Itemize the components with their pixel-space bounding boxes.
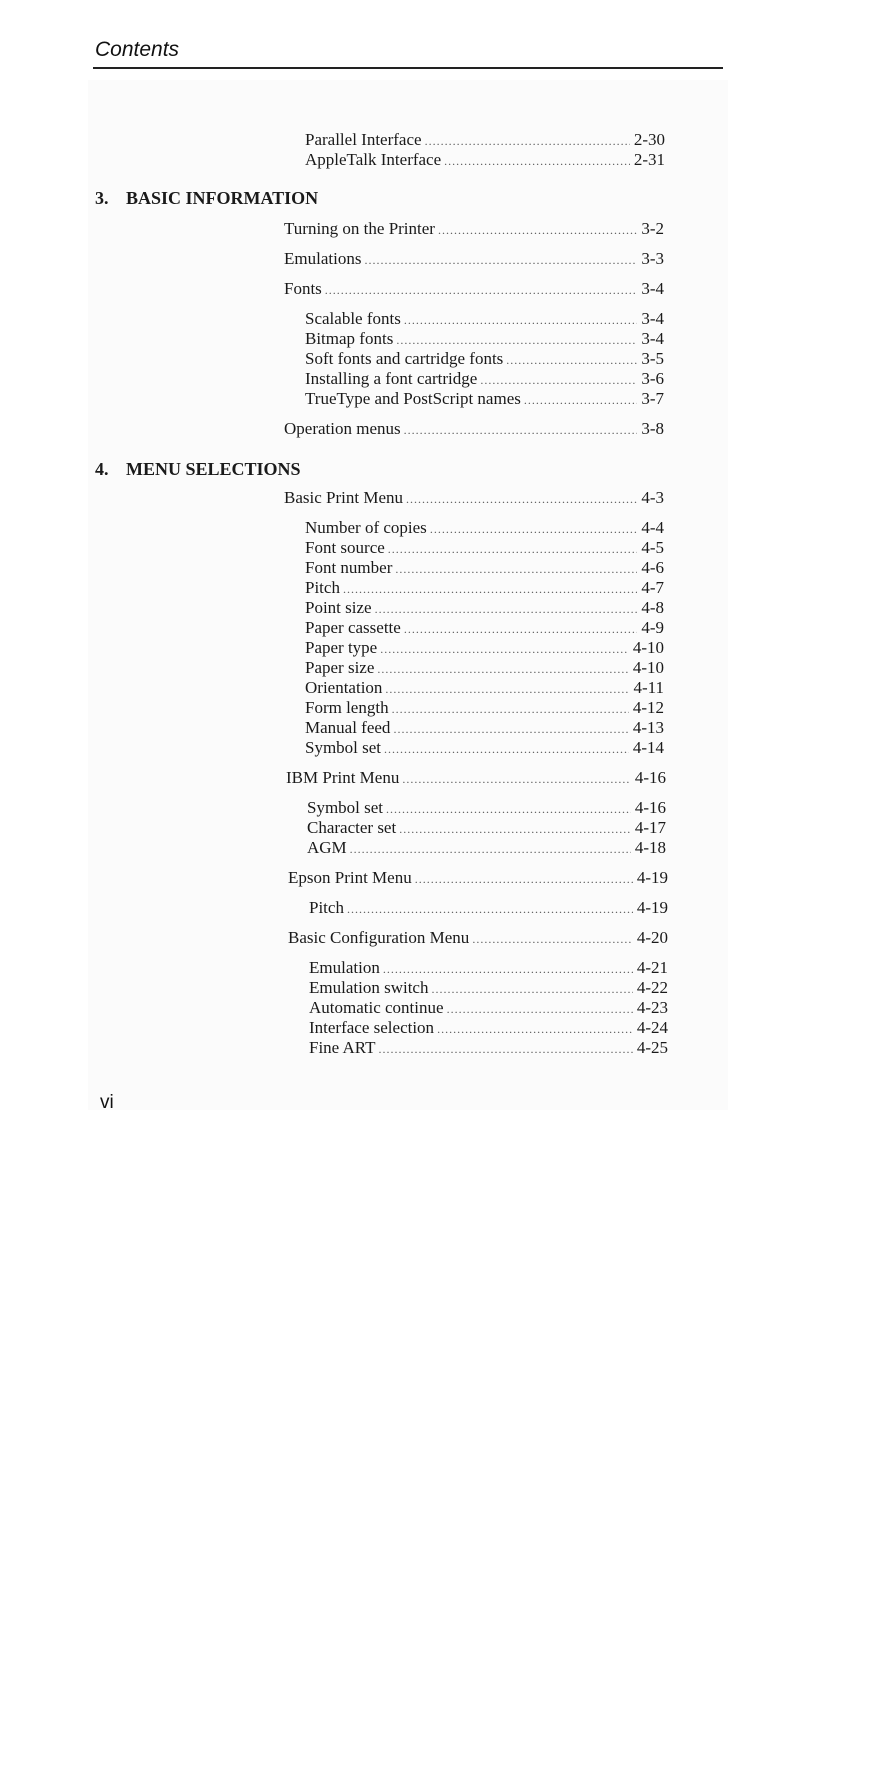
toc-entry: Epson Print Menu ..... 4-19 xyxy=(288,867,668,889)
toc-entry: Paper cassette ..... 4-9 xyxy=(305,617,664,639)
toc-entry: Pitch ..... 4-19 xyxy=(309,897,668,919)
toc-entry: Emulation ..... 4-21 xyxy=(309,957,668,979)
toc-entry-parallel-interface: Parallel Interface ..... 2-30 xyxy=(305,129,665,151)
toc-entry: Point size ..... 4-8 xyxy=(305,597,664,619)
toc-entry: Symbol set ..... 4-14 xyxy=(305,737,664,759)
toc-entry: Operation menus ..... 3-8 xyxy=(284,418,664,440)
toc-entry: Symbol set ..... 4-16 xyxy=(307,797,666,819)
section-heading-menu-selections: 4. MENU SELECTIONS xyxy=(95,459,301,479)
toc-entry: Emulation switch ..... 4-22 xyxy=(309,977,668,999)
toc-entry: Interface selection ..... 4-24 xyxy=(309,1017,668,1039)
toc-entry: Number of copies ..... 4-4 xyxy=(305,517,664,539)
toc-entry: Paper type ..... 4-10 xyxy=(305,637,664,659)
toc-entry: Character set ..... 4-17 xyxy=(307,817,666,839)
toc-entry: Basic Configuration Menu ..... 4-20 xyxy=(288,927,668,949)
toc-entry-appletalk-interface: AppleTalk Interface ..... 2-31 xyxy=(305,149,665,171)
toc-entry: Automatic continue ..... 4-23 xyxy=(309,997,668,1019)
toc-entry: Manual feed ..... 4-13 xyxy=(305,717,664,739)
header-rule xyxy=(93,67,723,69)
toc-entry: IBM Print Menu ..... 4-16 xyxy=(286,767,666,789)
toc-entry: TrueType and PostScript names ..... 3-7 xyxy=(305,388,664,410)
toc-entry: Soft fonts and cartridge fonts ..... 3-5 xyxy=(305,348,664,370)
toc-entry: Font source ..... 4-5 xyxy=(305,537,664,559)
toc-entry: Scalable fonts ..... 3-4 xyxy=(305,308,664,330)
toc-entry: Orientation ..... 4-11 xyxy=(305,677,664,699)
toc-entry: AGM ..... 4-18 xyxy=(307,837,666,859)
toc-entry: Basic Print Menu ..... 4-3 xyxy=(284,487,664,509)
toc-entry: Pitch ..... 4-7 xyxy=(305,577,664,599)
toc-entry: Paper size ..... 4-10 xyxy=(305,657,664,679)
toc-entry: Form length ..... 4-12 xyxy=(305,697,664,719)
toc-entry: Fonts ..... 3-4 xyxy=(284,278,664,300)
page-header-title: Contents xyxy=(95,38,180,61)
page-number: vi xyxy=(100,1092,114,1113)
toc-entry: Turning on the Printer ..... 3-2 xyxy=(284,218,664,240)
section-heading-basic-information: 3. BASIC INFORMATION xyxy=(95,188,319,208)
toc-entry: Emulations ..... 3-3 xyxy=(284,248,664,270)
toc-entry: Font number ..... 4-6 xyxy=(305,557,664,579)
toc-entry: Fine ART ..... 4-25 xyxy=(309,1037,668,1059)
toc-entry: Bitmap fonts ..... 3-4 xyxy=(305,328,664,350)
toc-entry: Installing a font cartridge ..... 3-6 xyxy=(305,368,664,390)
